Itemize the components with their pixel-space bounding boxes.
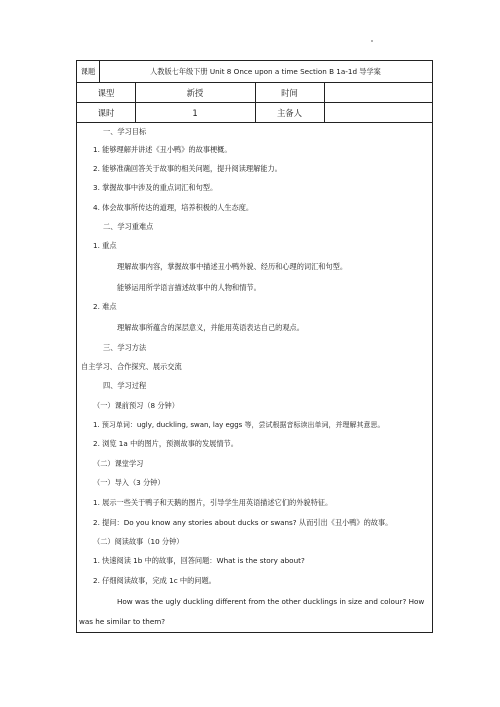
preparer-value — [324, 103, 432, 122]
topic-value: 人教版七年级下册 Unit 8 Once upon a time Section B 1a-1d 导学案 — [150, 66, 381, 76]
topic-label: 课题 — [80, 66, 96, 76]
list-item: 2. 提问：Do you know any stories about ducks or swans? 从而引出《丑小鸭》的故事。 — [93, 518, 393, 527]
lesson-content — [77, 123, 432, 632]
list-item: 2. 浏览 1a 中的图片，预测故事的发展情节。 — [93, 439, 238, 448]
time-label: 时间 — [281, 87, 298, 98]
preparer-label: 主备人 — [276, 107, 303, 118]
scan-dot — [371, 40, 373, 42]
list-item: 2. 仔细阅读故事，完成 1c 中的问题。 — [93, 576, 216, 585]
paragraph: was he similar to them? — [79, 617, 166, 626]
list-item: 1. 重点 — [93, 241, 117, 250]
paragraph: 能够运用所学语言描述故事中的人物和情节。 — [117, 283, 261, 292]
list-item: 4. 体会故事所传达的道理，培养积极的人生态度。 — [93, 203, 254, 212]
list-item: 1. 展示一些关于鸭子和天鹅的图片，引导学生用英语描述它们的外貌特征。 — [93, 498, 333, 507]
list-item: 1. 预习单词：ugly, duckling, swan, lay eggs 等，尝试根据音标读出单词，并理解其意思。 — [93, 421, 385, 429]
type-row — [77, 83, 432, 103]
subsection-heading: （一）导入（3 分钟） — [93, 478, 165, 487]
topic-row — [77, 61, 432, 83]
paragraph: 自主学习、合作探究、展示交流 — [81, 362, 182, 371]
period-label: 课时 — [97, 107, 115, 118]
section-heading: 一、学习目标 — [103, 127, 147, 136]
list-item: 1. 快速阅读 1b 中的故事，回答问题：What is the story about? — [93, 556, 305, 565]
subsection-heading: （二）阅读故事（10 分钟） — [93, 537, 184, 546]
period-value: 1 — [192, 107, 198, 118]
period-row — [77, 103, 432, 123]
section-heading: 二、学习重难点 — [103, 222, 154, 231]
paragraph: 理解故事所蕴含的深层意义，并能用英语表达自己的观点。 — [117, 323, 304, 332]
section-heading: 四、学习过程 — [103, 381, 147, 390]
paragraph: How was the ugly duckling different from the other ducklings in size and colour? How — [117, 597, 425, 606]
subsection-heading: （一）课前预习（8 分钟） — [93, 401, 179, 410]
subsection-heading: （二）课堂学习 — [93, 459, 144, 468]
list-item: 2. 难点 — [93, 302, 117, 311]
list-item: 2. 能够准确回答关于故事的相关问题，提升阅读理解能力。 — [93, 164, 282, 173]
paragraph: 理解故事内容，掌握故事中描述丑小鸭外貌、经历和心理的词汇和句型。 — [117, 262, 348, 271]
type-label: 课型 — [97, 87, 115, 98]
type-value: 新授 — [186, 87, 204, 98]
time-value — [324, 83, 432, 102]
section-heading: 三、学习方法 — [103, 343, 147, 352]
lesson-plan-table — [76, 60, 433, 633]
list-item: 1. 能够理解并讲述《丑小鸭》的故事梗概。 — [93, 145, 232, 154]
list-item: 3. 掌握故事中涉及的重点词汇和句型。 — [93, 183, 218, 192]
